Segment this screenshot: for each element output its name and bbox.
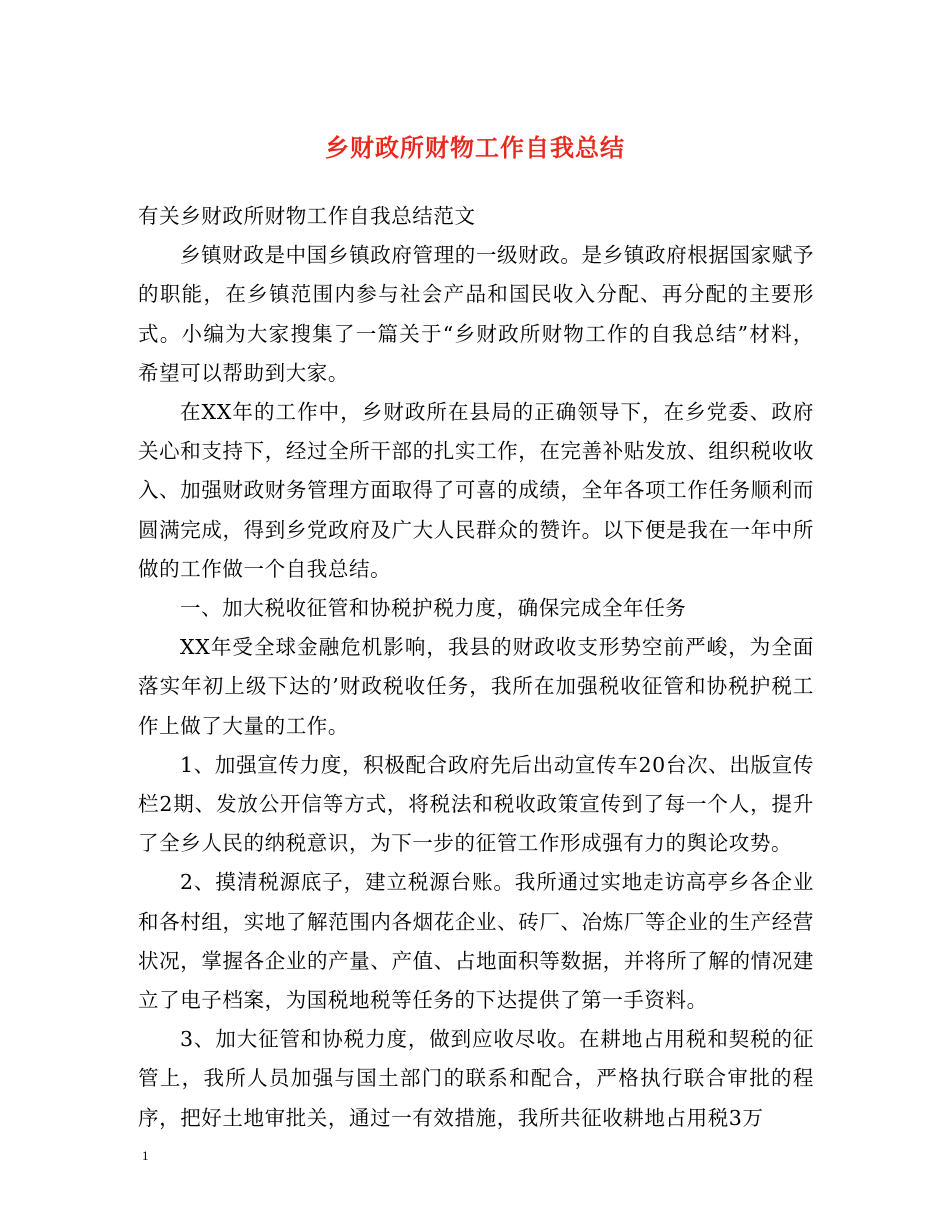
document-subtitle: 有关乡财政所财物工作自我总结范文 (138, 204, 476, 228)
paragraph-item-1: 1、加强宣传力度，积极配合政府先后出动宣传车20台次、出版宣传栏2期、发放公开信等方式，将税法和税收政策宣传到了每一个人，提升了全乡人民的纳税意识，为下一步的征管工作形成强有力的舆论攻势。 (138, 752, 814, 856)
section-heading-1: 一、加大税收征管和协税护税力度，确保完成全年任务 (180, 596, 687, 621)
page-number: 1 (142, 1148, 149, 1163)
document-title: 乡财政所财物工作自我总结 (325, 134, 625, 162)
paragraph-section-1: XX年受全球金融危机影响，我县的财政收支形势空前严峻，为全面落实年初上级下达的’财政税收任务，我所在加强税收征管和协税护税工作上做了大量的工作。 (138, 635, 814, 738)
paragraph-intro: 乡镇财政是中国乡镇政府管理的一级财政。是乡镇政府根据国家赋予的职能，在乡镇范围内参与社会产品和国民收入分配、再分配的主要形式。小编为大家搜集了一篇关于“乡财政所财物工作的自我总结”材料，希望可以帮助到大家。 (138, 243, 814, 385)
paragraph-overview: 在XX年的工作中，乡财政所在县局的正确领导下，在乡党委、政府关心和支持下，经过全所干部的扎实工作，在完善补贴发放、组织税收收入、加强财政财务管理方面取得了可喜的成绩，全年各项工作任务顺利而圆满完成，得到乡党政府及广大人民群众的赞许。以下便是我在一年中所做的工作做一个自我总结。 (138, 400, 814, 581)
paragraph-item-2: 2、摸清税源底子，建立税源台账。我所通过实地走访高亭乡各企业和各村组，实地了解范围内各烟花企业、砖厂、冶炼厂等企业的生产经营状况，掌握各企业的产量、产值、占地面积等数据，并将所了解的情况建立了电子档案，为国税地税等任务的下达提供了第一手资料。 (138, 870, 814, 1013)
document-body (138, 197, 814, 1138)
paragraph-item-3: 3、加大征管和协税力度，做到应收尽收。在耕地占用税和契税的征管上，我所人员加强与国土部门的联系和配合，严格执行联合审批的程序，把好土地审批关，通过一有效措施，我所共征收耕地占用税3万 (138, 1027, 814, 1130)
